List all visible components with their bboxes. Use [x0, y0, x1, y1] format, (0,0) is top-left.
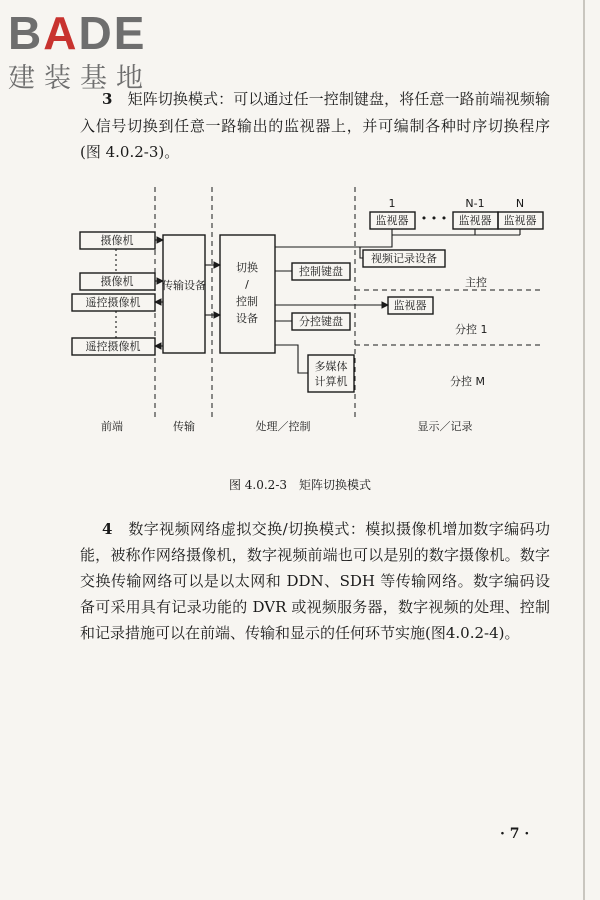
switch-label-line-1: 切换 — [236, 261, 258, 274]
page-number: · 7 · — [500, 826, 530, 842]
monitor-label-n-1: 监视器 — [458, 214, 492, 227]
paragraph-4-number: 4 — [102, 520, 113, 538]
link-monitor-1 — [350, 229, 392, 247]
switch-label-line-3: 控制 — [236, 295, 258, 308]
logo-cjk: 建装基地 — [8, 63, 152, 94]
monitor-label-sub: 监视器 — [393, 299, 427, 312]
main-control-label: 主控 — [465, 276, 487, 289]
link-switch-recorder — [275, 247, 363, 258]
paragraph-4-text: 数字视频网络虚拟交换/切换模式：模拟摄像机增加数字编码功能，被称作网络摄像机，数字视频前端也可以是别的数字摄像机。数字交换传输网络可以是以太网和 DDN、SDH 等传输网络。数字编码设备可采用具有记录功能的 DVR 或视频服务器，数字视频的处理、控制和记录措施可以在前端、传输和显示的任何环节实施(图4.0.2-4)。 — [80, 520, 550, 642]
multimedia-label-line-2: 计算机 — [314, 375, 348, 388]
sub-control-1-label: 分控 1 — [455, 323, 488, 336]
bade-logo-watermark — [8, 6, 183, 94]
page-edge-rule — [583, 0, 585, 900]
logo-latin: BADE — [8, 7, 147, 59]
remote-camera-label-2: 遥控摄像机 — [85, 340, 141, 353]
monitor-ellipsis: • • • — [420, 212, 448, 225]
paragraph-3 — [80, 86, 550, 166]
link-switch-multimedia — [275, 345, 308, 373]
transmission-label: 传输设备 — [162, 279, 206, 292]
monitor-index-n-1: N-1 — [465, 197, 485, 210]
monitor-index-n: N — [515, 197, 525, 210]
matrix-switching-diagram — [70, 185, 560, 435]
multimedia-label-line-1: 多媒体 — [314, 360, 348, 373]
column-label-front: 前端 — [101, 420, 123, 433]
column-label-transmission: 传输 — [173, 420, 195, 433]
monitor-label-n: 监视器 — [503, 214, 537, 227]
switch-label-line-2: / — [245, 278, 249, 291]
switch-label-line-4: 设备 — [236, 312, 258, 325]
sub-control-m-label: 分控 M — [450, 375, 485, 388]
column-label-processing: 处理／控制 — [255, 420, 311, 433]
camera-label-1: 摄像机 — [100, 234, 134, 247]
switch-control-box — [220, 235, 275, 353]
remote-camera-label-1: 遥控摄像机 — [85, 296, 141, 309]
video-recorder-label: 视频记录设备 — [371, 252, 437, 265]
paragraph-4 — [80, 516, 550, 646]
paragraph-3-number: 3 — [102, 90, 113, 108]
monitor-index-1: 1 — [388, 197, 396, 210]
column-label-display: 显示／记录 — [417, 420, 473, 433]
sub-keyboard-label: 分控键盘 — [299, 315, 343, 328]
monitor-label-1: 监视器 — [375, 214, 409, 227]
paragraph-3-text: 矩阵切换模式：可以通过任一控制键盘，将任意一路前端视频输入信号切换到任意一路输出的监视器上，并可编制各种时序切换程序(图 4.0.2-3)。 — [80, 90, 550, 161]
figure-caption: 图 4.0.2-3 矩阵切换模式 — [228, 478, 372, 492]
camera-label-2: 摄像机 — [100, 275, 134, 288]
control-keyboard-label: 控制键盘 — [299, 265, 343, 278]
transmission-box — [163, 235, 205, 353]
